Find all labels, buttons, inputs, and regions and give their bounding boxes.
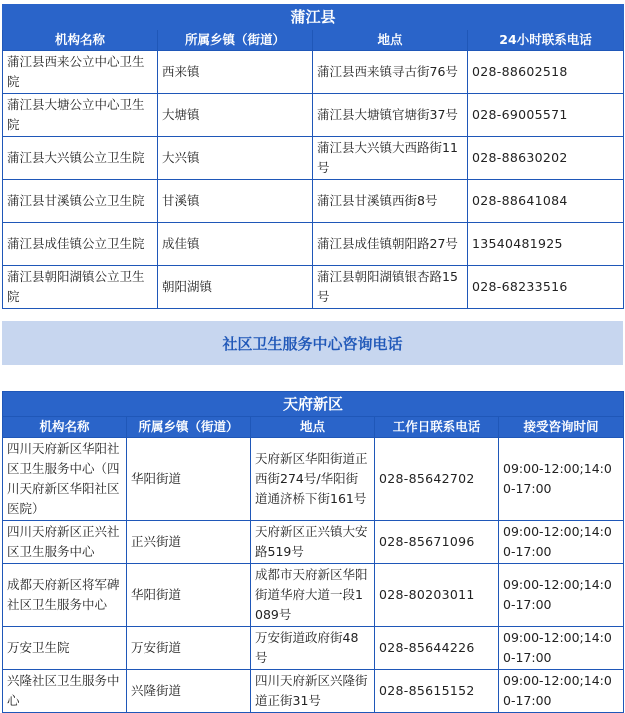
township: 西来镇 xyxy=(158,51,313,94)
institution-name: 兴隆社区卫生服务中心 xyxy=(3,670,127,713)
consult-hours: 09:00-12:00;14:00-17:00 xyxy=(499,564,624,627)
column-header: 机构名称 xyxy=(3,417,127,438)
table-row xyxy=(3,94,624,137)
phone: 13540481925 xyxy=(468,223,624,266)
consult-hours: 09:00-12:00;14:00-17:00 xyxy=(499,670,624,713)
institution-name: 蒲江县大塘公立中心卫生院 xyxy=(3,94,158,137)
column-header: 接受咨询时间 xyxy=(499,417,624,438)
phone: 028-85615152 xyxy=(375,670,499,713)
institution-name: 蒲江县甘溪镇公立卫生院 xyxy=(3,180,158,223)
institution-name: 四川天府新区华阳社区卫生服务中心（四川天府新区华阳社区医院） xyxy=(3,438,127,521)
phone: 028-88602518 xyxy=(468,51,624,94)
address: 蒲江县甘溪镇西街8号 xyxy=(313,180,468,223)
column-header: 所属乡镇（街道） xyxy=(158,30,313,51)
table-row xyxy=(3,51,624,94)
institution-name: 四川天府新区正兴社区卫生服务中心 xyxy=(3,521,127,564)
institution-name: 蒲江县大兴镇公立卫生院 xyxy=(3,137,158,180)
table-row xyxy=(3,670,624,713)
table-row xyxy=(3,438,624,521)
township: 正兴街道 xyxy=(127,521,251,564)
phone: 028-85671096 xyxy=(375,521,499,564)
address: 蒲江县大塘镇官塘街37号 xyxy=(313,94,468,137)
phone: 028-85644226 xyxy=(375,627,499,670)
township: 大塘镇 xyxy=(158,94,313,137)
address: 蒲江县成佳镇朝阳路27号 xyxy=(313,223,468,266)
phone: 028-88630202 xyxy=(468,137,624,180)
township: 成佳镇 xyxy=(158,223,313,266)
phone: 028-68233516 xyxy=(468,266,624,309)
pujiang-table xyxy=(2,4,624,309)
institution-name: 成都天府新区将军碑社区卫生服务中心 xyxy=(3,564,127,627)
consult-hours: 09:00-12:00;14:00-17:00 xyxy=(499,627,624,670)
table-row xyxy=(3,180,624,223)
township: 大兴镇 xyxy=(158,137,313,180)
township: 华阳街道 xyxy=(127,438,251,521)
institution-name: 万安卫生院 xyxy=(3,627,127,670)
township: 华阳街道 xyxy=(127,564,251,627)
phone: 028-80203011 xyxy=(375,564,499,627)
consult-hours: 09:00-12:00;14:00-17:00 xyxy=(499,521,624,564)
table-row xyxy=(3,266,624,309)
table-row xyxy=(3,137,624,180)
table-row xyxy=(3,223,624,266)
address: 四川天府新区兴隆街道正街31号 xyxy=(251,670,375,713)
township: 朝阳湖镇 xyxy=(158,266,313,309)
consult-hours: 09:00-12:00;14:00-17:00 xyxy=(499,438,624,521)
institution-name: 蒲江县西来公立中心卫生院 xyxy=(3,51,158,94)
address: 天府新区华阳街道正西街274号/华阳街道通济桥下街161号 xyxy=(251,438,375,521)
section-heading: 社区卫生服务中心咨询电话 xyxy=(222,334,403,353)
column-header: 机构名称 xyxy=(3,30,158,51)
institution-name: 蒲江县成佳镇公立卫生院 xyxy=(3,223,158,266)
column-header: 所属乡镇（街道） xyxy=(127,417,251,438)
tianfu-table xyxy=(2,391,624,713)
address: 蒲江县朝阳湖镇银杏路15号 xyxy=(313,266,468,309)
tianfu-title: 天府新区 xyxy=(3,392,624,417)
township: 万安街道 xyxy=(127,627,251,670)
column-header: 工作日联系电话 xyxy=(375,417,499,438)
table-row xyxy=(3,521,624,564)
township: 兴隆街道 xyxy=(127,670,251,713)
column-header: 24小时联系电话 xyxy=(468,30,624,51)
phone: 028-88641084 xyxy=(468,180,624,223)
phone: 028-69005571 xyxy=(468,94,624,137)
address: 万安街道政府街48号 xyxy=(251,627,375,670)
institution-name: 蒲江县朝阳湖镇公立卫生院 xyxy=(3,266,158,309)
phone: 028-85642702 xyxy=(375,438,499,521)
column-header: 地点 xyxy=(251,417,375,438)
address: 蒲江县大兴镇大西路街11号 xyxy=(313,137,468,180)
address: 天府新区正兴镇大安路519号 xyxy=(251,521,375,564)
pujiang-title: 蒲江县 xyxy=(3,5,624,30)
township: 甘溪镇 xyxy=(158,180,313,223)
address: 成都市天府新区华阳街道华府大道一段1089号 xyxy=(251,564,375,627)
table-row xyxy=(3,627,624,670)
section-heading-band xyxy=(2,321,623,365)
column-header: 地点 xyxy=(313,30,468,51)
address: 蒲江县西来镇寻古街76号 xyxy=(313,51,468,94)
table-row xyxy=(3,564,624,627)
